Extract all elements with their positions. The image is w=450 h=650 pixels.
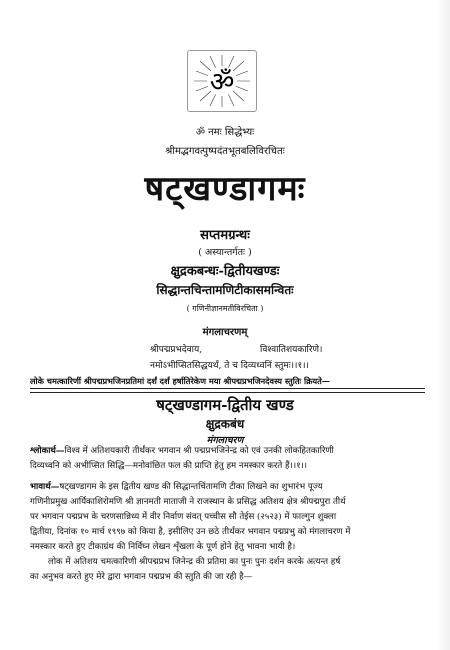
- hindi-subtitle: क्षुद्रकबंध: [205, 417, 245, 431]
- mangalacharan-heading: मंगलाचरणम्: [202, 327, 248, 338]
- paragraph-text: विश्व में अतिशयकारी तीर्थंकर भगवान श्री पद्मप्रभजिनेन्द्र को एवं उनकी लोकहितकारिणी: [64, 446, 334, 456]
- paragraph-line: द्वितीया, दिनांक १० मार्च १९९७ को किया है, इसीलिए उन छठे तीर्थंकर भगवान पद्मप्रभु को मंगलाचरण में: [30, 527, 351, 537]
- verse-line-1a: श्रीपद्मप्रभदेवाय,: [150, 345, 203, 355]
- commentator-note: ( गणिनीज्ञानमतीविरचिता ): [186, 304, 264, 313]
- authors-line: श्रीमद्भगवत्पुष्पदंतभूतबलिविरचितः: [165, 146, 285, 157]
- volume-note: ( अस्यान्तर्गतः ): [198, 247, 252, 258]
- paragraph-line: [30, 480, 425, 495]
- section-title: क्षुद्रकबन्धः-द्वितीयखण्डः: [170, 264, 280, 279]
- om-icon: [188, 51, 256, 111]
- page-edge-shadow: [436, 0, 450, 650]
- hindi-title: षट्खण्डागम-द्वितीय खण्ड: [156, 396, 294, 414]
- paragraph-line: [30, 444, 425, 459]
- verse-line-2: नमोऽभीप्सितसिद्धयर्थं, ते च दिव्यध्वनिं स्तुमः।।१।।: [150, 361, 309, 371]
- bhavartha-paragraph: [30, 480, 425, 555]
- paragraph-line: नमस्कार करते हुए टीकाग्रंथ की निर्विघ्न लेखन शृँखला के पूर्ण होने हेतु भावना भायी है।: [30, 542, 296, 552]
- paragraph-line: दिव्यध्वनि को अभीप्सित सिद्धि—मनोवांछित फल की प्राप्ति हेतु हम नमस्कार करते हैं।।१।।: [30, 461, 308, 471]
- paragraph-text: षट्खण्डागम के इस द्वितीय खण्ड की सिद्धान्तचिंतामणि टीका लिखने का शुभारंभ पूज्य: [59, 482, 323, 492]
- stuti-line: लोके चमत्कारिणीं श्रीपद्मप्रभजिनप्रतिमां दर्शं दर्शं हर्षातिरेकेण मया श्रीपद्मप्रभजिनदेवस्य स्तुतिः क्रियते—: [30, 376, 331, 386]
- om-emblem: [187, 50, 257, 112]
- paragraph-line: गणिनीप्रमुख आर्यिकाशिरोमणि श्री ज्ञानमती माताजी ने राजस्थान के प्रसिद्ध अतिशय क्षेत्र श्रीपद्मपुरा तीर्थ: [30, 497, 346, 507]
- invocation: ॐ नमः सिद्धेभ्यः: [195, 127, 255, 138]
- book-title: षट्खण्डागमः: [144, 169, 306, 209]
- divider-rule: [30, 392, 425, 393]
- paragraph-line: लोक में अतिशय चमत्कारिणी श्रीपद्मप्रभ जिनेन्द्र की प्रतिमा का पुनः पुनः दर्शन करके अत्यन्त हर्ष: [48, 557, 341, 567]
- paragraph-line: का अनुभव करते हुए मेरे द्वारा भगवान पद्मप्रभ की स्तुति की जा रही है—: [30, 572, 253, 582]
- paragraph-line: पर भगवान पद्मप्रभ के चरणसान्निध्य में वीर निर्वाण संवत् पच्चीस सौ तेईस (२५२३) में फाल्गुन शुक्ला: [30, 512, 337, 522]
- hindi-mangalacharan: मंगलाचरण: [206, 435, 244, 446]
- shlokartha-paragraph: [30, 444, 425, 474]
- divider-rule: [30, 388, 425, 389]
- commentary-title: सिद्धान्तचिन्तामणिटीकासमन्वितः: [156, 283, 294, 297]
- stuti-intro-paragraph: [30, 555, 425, 585]
- paragraph-lead: भावार्थ—: [30, 482, 60, 492]
- svg-text:ॐ: ॐ: [209, 67, 235, 98]
- paragraph-lead: श्लोकार्थ—: [30, 446, 65, 456]
- volume-label: सप्तमग्रन्थः: [200, 228, 250, 243]
- verse-line-1b: विश्वातिशयकारिणे।: [260, 345, 323, 355]
